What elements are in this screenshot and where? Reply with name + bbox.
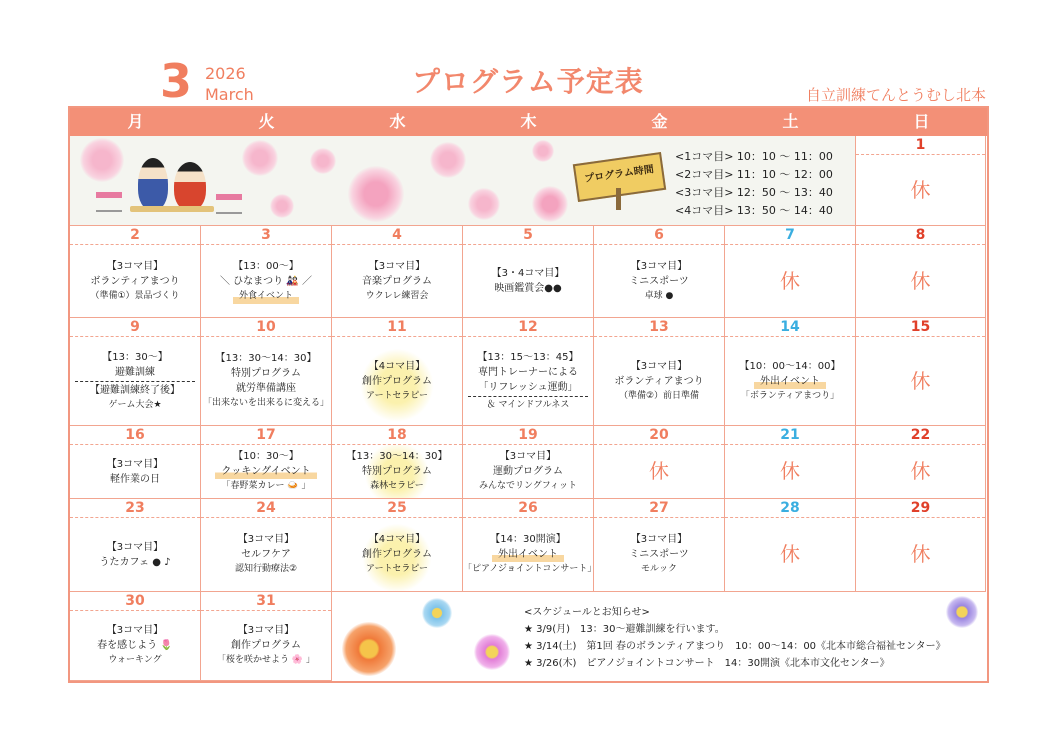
program-time-sign: プログラム時間 [573,152,666,202]
weekday-header [70,108,987,136]
weekday-wed: 水 [389,112,406,131]
day-cell [594,318,725,426]
event-line: 外食イベント [233,289,299,304]
day-cell [201,226,332,318]
cherry-blossom-icon [310,148,336,174]
holiday-mark: 休 [780,459,800,483]
event-line: 【3コマ目】 [106,260,164,272]
lantern-icon [216,194,242,214]
event-line: 創作プログラム [362,375,432,387]
day-content [201,445,331,498]
day-content [463,445,593,498]
day-content [856,245,985,317]
event-line: 【3コマ目】 [630,360,688,372]
notice-item: ★ 3/9(月) 13：30～避難訓練を行います。 [524,624,725,635]
day-cell [70,499,201,592]
day-content [725,518,855,591]
weekday-fri: 金 [651,112,668,131]
weekday-tue: 火 [258,112,275,131]
day-cell [70,318,201,426]
day-number: 28 [725,499,855,518]
event-line: 【避難訓練終了後】 [90,384,180,396]
day-cell [725,226,856,318]
day-cell [70,226,201,318]
event-line: クッキングイベント [215,464,316,479]
notice-lines [524,604,946,672]
day-content [594,518,724,591]
event-line: 【10：00～14：00】 [739,360,841,372]
year-label: 2026 [205,64,246,83]
event-line: 【14：30開演】 [490,534,566,545]
event-line: 【10：30～】 [233,451,299,462]
day-content [332,337,462,425]
hina-platform-icon [130,206,214,212]
program-time-banner [70,136,856,226]
organization-name: 自立訓練てんとうむし北本 [805,86,986,104]
event-line: 【3コマ目】 [237,534,295,545]
program-time-list [675,148,833,220]
event-line: みんなでリングフィット [478,481,578,491]
event-line: 外出イベント [754,374,826,389]
event-line: 【3コマ目】 [368,260,426,272]
event-line: 特別プログラム [231,368,301,379]
event-line: 避難訓練 [115,366,155,378]
event-line: 「リフレッシュ運動」 [478,381,578,393]
day-content [463,245,593,317]
day-cell [332,226,463,318]
event-line: ウクレレ練習会 [365,290,429,301]
day-cell [201,499,332,592]
event-line: 【3コマ目】 [106,458,164,470]
day-cell [463,226,594,318]
notice-item: ★ 3/14(土) 第1回 春のボランティアまつり 10：00～14：00《北本市総合福祉センター》 [524,641,946,652]
event-line: 専門トレーナーによる [478,366,578,378]
day-number: 24 [201,499,331,518]
cherry-blossom-icon [468,188,500,220]
time-slot-3: <3コマ目> 12：50 ～ 13：40 [675,186,833,199]
weekday-sat: 土 [782,112,799,131]
event-line: モルック [640,564,677,574]
event-line: ミニスポーツ [629,275,689,287]
event-line: 【13：15～13：45】 [477,351,579,363]
event-line: ボランティアまつり [614,375,704,387]
month-english: March [205,85,254,104]
day-cell [463,318,594,426]
day-number: 15 [856,318,985,337]
cherry-blossom-icon [430,142,466,178]
event-line: 【13：30～14：30】 [346,451,448,462]
day-number: 16 [70,426,200,445]
day-content [70,245,200,317]
day-number: 21 [725,426,855,445]
event-line: 特別プログラム [362,466,432,477]
day-cell [463,426,594,499]
day-cell [201,426,332,499]
day-number: 4 [332,226,462,245]
day-number: 3 [201,226,331,245]
day-content [594,337,724,425]
event-line: 卓球 ● [644,290,674,301]
page-title: プログラム予定表 [412,65,644,98]
event-line: アートセラピー [365,390,429,401]
time-slot-1: <1コマ目> 10：10 ～ 11：00 [675,150,833,163]
day-cell [594,226,725,318]
day-cell [856,136,986,226]
day-content [201,518,331,591]
event-line: 【4コマ目】 [368,534,426,545]
flower-icon [946,596,978,628]
day-content [201,337,331,425]
day-cell [594,426,725,499]
event-line: うたカフェ ● ♪ [99,556,171,568]
event-line: 創作プログラム [362,549,432,560]
day-number: 27 [594,499,724,518]
day-content [332,445,462,498]
day-cell [332,318,463,426]
day-number: 19 [463,426,593,445]
day-number: 12 [463,318,593,337]
event-line: 認知行動療法② [234,564,298,574]
event-line: 創作プログラム [231,640,301,651]
day-number: 5 [463,226,593,245]
day-number: 9 [70,318,200,337]
cherry-blossom-icon [270,194,294,218]
day-cell [70,592,201,681]
event-line: 【3・4コマ目】 [491,268,565,279]
event-line: 運動プログラム [493,466,563,477]
day-number: 13 [594,318,724,337]
day-number: 20 [594,426,724,445]
day-number: 8 [856,226,985,245]
day-content [725,445,855,498]
day-number: 29 [856,499,985,518]
day-content [856,337,985,425]
day-content [332,245,462,317]
cherry-blossom-icon [532,140,554,162]
month-number: 3 [160,54,193,108]
day-cell [725,318,856,426]
event-line: 軽作業の日 [110,473,160,485]
day-content [463,518,597,591]
day-cell [201,592,332,681]
time-slot-4: <4コマ目> 13：50 ～ 14：40 [675,204,833,217]
event-line: 【3コマ目】 [630,534,688,545]
day-content [856,518,985,591]
event-line: （準備①）景品づくり [90,290,180,301]
separator [75,381,195,382]
day-content [70,611,200,680]
event-line: セルフケア [241,549,291,560]
event-line: 森林セラピー [370,481,424,491]
day-cell [70,426,201,499]
holiday-mark: 休 [910,542,931,566]
day-cell [332,499,463,592]
event-line: 【13：30～】 [102,351,168,363]
holiday-mark: 休 [910,459,931,483]
cherry-blossom-icon [532,186,568,222]
event-line: （準備②）前日準備 [618,390,700,401]
day-number: 7 [725,226,855,245]
hina-doll-empress-icon [174,162,206,210]
day-content [463,337,593,425]
day-content [70,337,200,425]
day-cell [332,426,463,499]
day-cell [594,499,725,592]
event-line: 【4コマ目】 [368,360,426,372]
flower-icon [342,622,396,676]
event-line: 外出イベント [492,547,564,562]
schedule-notice [334,592,987,681]
day-number: 2 [70,226,200,245]
event-line: 【3コマ目】 [499,451,557,462]
event-line: ボランティアまつり [90,275,180,287]
day-number: 14 [725,318,855,337]
holiday-mark: 休 [910,268,931,293]
event-line: 「出来ないを出来るに変える」 [202,398,329,408]
day-content [725,337,855,425]
day-content [201,245,331,317]
event-line: 音楽プログラム [362,275,432,287]
day-cell [725,426,856,499]
day-content [594,245,724,317]
day-number: 22 [856,426,985,445]
day-content [594,445,724,498]
notice-title: <スケジュールとお知らせ> [524,607,650,618]
event-line: ＼ ひなまつり 🎎 ／ [220,275,312,287]
event-line: 【3コマ目】 [106,625,164,636]
event-line: 【3コマ目】 [630,260,688,272]
day-content [332,518,462,591]
holiday-mark: 休 [649,459,669,483]
weekday-sun: 日 [913,112,930,131]
day-content [201,611,331,680]
day-cell [463,499,597,592]
hina-doll-emperor-icon [138,158,168,210]
day-number: 10 [201,318,331,337]
day-number: 17 [201,426,331,445]
day-number: 25 [332,499,462,518]
notice-item: ★ 3/26(木) ピアノジョイントコンサート 14：30開演《北本市文化センター》 [524,658,890,669]
day-number: 11 [332,318,462,337]
calendar [68,106,989,683]
event-line: 【3コマ目】 [237,625,295,636]
event-line: 「桜を咲かせよう 🌸 」 [217,655,315,665]
day-number: 30 [70,592,200,611]
event-line: ゲーム大会★ [108,399,162,410]
day-number: 1 [856,136,985,155]
separator [468,396,588,397]
event-line: 春を感じよう 🌷 [97,640,173,651]
day-cell [856,318,986,426]
weekday-mon: 月 [127,112,144,131]
time-slot-2: <2コマ目> 11：10 ～ 12：00 [675,168,833,181]
event-line: 就労準備講座 [236,383,296,394]
day-number: 26 [463,499,593,518]
event-line: 【13：00～】 [233,260,299,272]
day-cell [725,499,856,592]
event-line: 【3コマ目】 [106,541,164,553]
day-cell [856,226,986,318]
event-line: 「ボランティアまつり」 [740,390,840,401]
day-number: 6 [594,226,724,245]
day-cell [201,318,332,426]
event-line: 映画鑑賞会●● [494,283,562,294]
event-line: 【13：30～14：30】 [215,353,317,364]
flower-icon [422,598,452,628]
cherry-blossom-icon [348,166,404,222]
event-line: アートセラピー [365,564,429,574]
event-line: 「春野菜カレー 🍛 」 [221,481,311,491]
event-line: 「ピアノジョイントコンサート」 [463,564,597,574]
event-line: ＆ マインドフルネス [486,399,570,410]
event-line: ミニスポーツ [629,549,689,560]
day-content [725,245,855,317]
holiday-mark: 休 [780,542,800,566]
sign-post [616,188,621,210]
day-content [856,445,985,498]
day-number: 23 [70,499,200,518]
day-content [70,518,200,591]
day-number: 31 [201,592,331,611]
holiday-mark: 休 [780,268,800,293]
day-cell [856,499,986,592]
holiday-mark: 休 [910,177,931,202]
cherry-blossom-icon [80,138,124,182]
day-number: 18 [332,426,462,445]
day-content [70,445,200,498]
cherry-blossom-icon [242,140,278,176]
flower-icon [474,634,510,670]
day-cell [856,426,986,499]
lantern-icon [96,192,122,212]
day-content [856,155,985,225]
holiday-mark: 休 [910,368,931,393]
weekday-thu: 木 [520,112,537,131]
event-line: ウォーキング [108,655,162,665]
